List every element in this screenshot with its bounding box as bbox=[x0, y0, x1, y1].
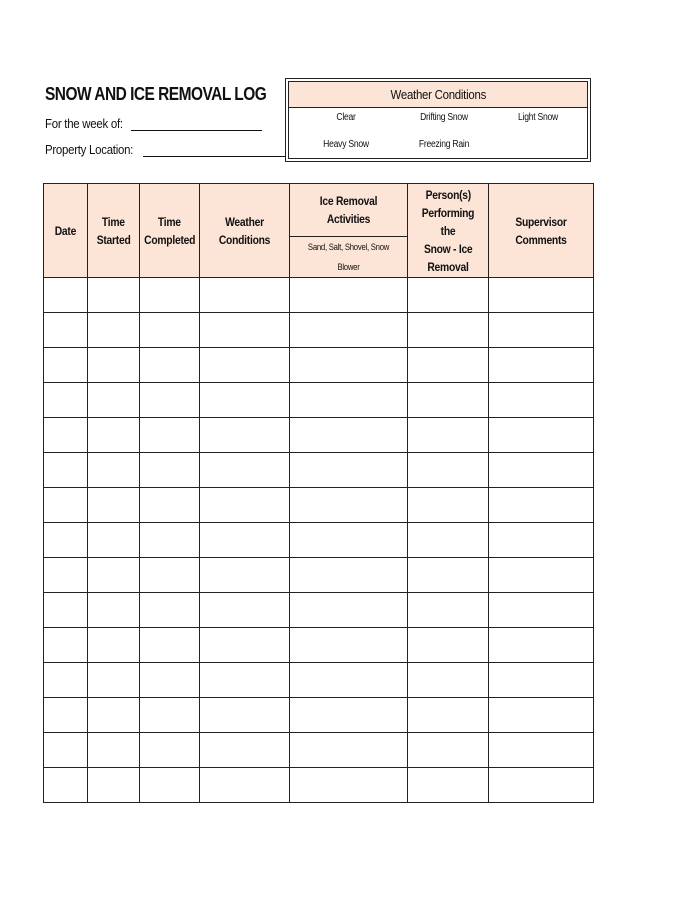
cell-date[interactable] bbox=[44, 383, 88, 418]
cell-date[interactable] bbox=[44, 453, 88, 488]
cell-date[interactable] bbox=[44, 593, 88, 628]
cell-weather-conditions[interactable] bbox=[200, 383, 290, 418]
cell-ice-removal-activities[interactable] bbox=[290, 453, 408, 488]
cell-supervisor-comments[interactable] bbox=[489, 558, 594, 593]
header-date-text: Date bbox=[54, 223, 77, 238]
cell-time-started[interactable] bbox=[88, 523, 140, 558]
cell-ice-removal-activities[interactable] bbox=[290, 418, 408, 453]
cell-ice-removal-activities[interactable] bbox=[290, 523, 408, 558]
cell-persons-performing[interactable] bbox=[408, 558, 489, 593]
cell-weather-conditions[interactable] bbox=[200, 278, 290, 313]
table-row bbox=[44, 313, 594, 348]
cell-persons-performing[interactable] bbox=[408, 768, 489, 803]
header-persons-line3: Snow - Ice bbox=[424, 241, 473, 256]
table-row bbox=[44, 278, 594, 313]
cell-time-started[interactable] bbox=[88, 663, 140, 698]
cell-ice-removal-activities[interactable] bbox=[290, 628, 408, 663]
cell-weather-conditions[interactable] bbox=[200, 733, 290, 768]
table-row bbox=[44, 383, 594, 418]
cell-persons-performing[interactable] bbox=[408, 313, 489, 348]
cell-time-completed[interactable] bbox=[140, 663, 200, 698]
cell-time-started[interactable] bbox=[88, 453, 140, 488]
cell-persons-performing[interactable] bbox=[408, 453, 489, 488]
header-weather-text: Weather Conditions bbox=[219, 214, 271, 247]
cell-time-completed[interactable] bbox=[140, 488, 200, 523]
cell-time-started[interactable] bbox=[88, 278, 140, 313]
week-label: For the week of: bbox=[45, 116, 123, 131]
weather-option-clear: Clear bbox=[336, 112, 356, 123]
cell-supervisor-comments[interactable] bbox=[489, 523, 594, 558]
table-body bbox=[44, 278, 594, 803]
weather-option-heavy-snow: Heavy Snow bbox=[323, 139, 369, 150]
table-row bbox=[44, 453, 594, 488]
cell-persons-performing[interactable] bbox=[408, 733, 489, 768]
cell-supervisor-comments[interactable] bbox=[489, 663, 594, 698]
weather-conditions-title bbox=[289, 82, 587, 108]
cell-ice-removal-activities[interactable] bbox=[290, 768, 408, 803]
cell-date[interactable] bbox=[44, 418, 88, 453]
location-label: Property Location: bbox=[45, 142, 134, 157]
cell-time-started[interactable] bbox=[88, 348, 140, 383]
cell-supervisor-comments[interactable] bbox=[489, 628, 594, 663]
cell-time-started[interactable] bbox=[88, 558, 140, 593]
cell-supervisor-comments[interactable] bbox=[489, 313, 594, 348]
table-row bbox=[44, 768, 594, 803]
header-time-completed bbox=[140, 184, 200, 278]
table-row bbox=[44, 698, 594, 733]
cell-supervisor-comments[interactable] bbox=[489, 418, 594, 453]
header-time-started-line2: Started bbox=[96, 232, 131, 247]
week-field bbox=[45, 116, 262, 131]
table-row bbox=[44, 348, 594, 383]
header-ice-removal-activities bbox=[290, 184, 408, 237]
cell-ice-removal-activities[interactable] bbox=[290, 348, 408, 383]
table-row bbox=[44, 523, 594, 558]
table-row bbox=[44, 593, 594, 628]
cell-ice-removal-activities[interactable] bbox=[290, 733, 408, 768]
cell-time-started[interactable] bbox=[88, 383, 140, 418]
cell-time-started[interactable] bbox=[88, 733, 140, 768]
cell-time-completed[interactable] bbox=[140, 383, 200, 418]
header-persons-performing bbox=[408, 184, 489, 278]
header-time-started bbox=[88, 184, 140, 278]
cell-weather-conditions[interactable] bbox=[200, 453, 290, 488]
header-supervisor-text: Supervisor Comments bbox=[515, 214, 567, 247]
cell-weather-conditions[interactable] bbox=[200, 593, 290, 628]
table-header-row bbox=[44, 184, 594, 237]
cell-ice-removal-activities[interactable] bbox=[290, 488, 408, 523]
cell-persons-performing[interactable] bbox=[408, 698, 489, 733]
cell-date[interactable] bbox=[44, 558, 88, 593]
cell-time-completed[interactable] bbox=[140, 768, 200, 803]
location-field bbox=[45, 142, 286, 157]
weather-conditions-title-text: Weather Conditions bbox=[390, 87, 486, 102]
cell-time-completed[interactable] bbox=[140, 733, 200, 768]
weather-option-drifting-snow: Drifting Snow bbox=[420, 112, 468, 123]
cell-weather-conditions[interactable] bbox=[200, 628, 290, 663]
header-time-completed-line2: Completed bbox=[144, 232, 196, 247]
cell-persons-performing[interactable] bbox=[408, 523, 489, 558]
table-row bbox=[44, 418, 594, 453]
cell-ice-removal-activities[interactable] bbox=[290, 698, 408, 733]
cell-supervisor-comments[interactable] bbox=[489, 698, 594, 733]
header-ice-text: Ice Removal Activities bbox=[320, 194, 378, 226]
cell-time-started[interactable] bbox=[88, 593, 140, 628]
cell-date[interactable] bbox=[44, 663, 88, 698]
cell-time-started[interactable] bbox=[88, 313, 140, 348]
header-persons-line2: Performing the bbox=[422, 205, 475, 238]
cell-ice-removal-activities[interactable] bbox=[290, 593, 408, 628]
weather-option-freezing-rain: Freezing Rain bbox=[418, 139, 470, 150]
cell-weather-conditions[interactable] bbox=[200, 523, 290, 558]
week-input-line[interactable] bbox=[131, 118, 262, 131]
cell-time-completed[interactable] bbox=[140, 453, 200, 488]
cell-weather-conditions[interactable] bbox=[200, 488, 290, 523]
header-ice-removal-methods bbox=[290, 237, 408, 278]
cell-date[interactable] bbox=[44, 698, 88, 733]
cell-ice-removal-activities[interactable] bbox=[290, 383, 408, 418]
cell-persons-performing[interactable] bbox=[408, 488, 489, 523]
cell-supervisor-comments[interactable] bbox=[489, 593, 594, 628]
cell-supervisor-comments[interactable] bbox=[489, 768, 594, 803]
cell-time-completed[interactable] bbox=[140, 628, 200, 663]
cell-time-started[interactable] bbox=[88, 768, 140, 803]
cell-supervisor-comments[interactable] bbox=[489, 348, 594, 383]
cell-date[interactable] bbox=[44, 488, 88, 523]
cell-ice-removal-activities[interactable] bbox=[290, 313, 408, 348]
removal-log-table bbox=[43, 183, 594, 803]
table-row bbox=[44, 663, 594, 698]
cell-time-started[interactable] bbox=[88, 698, 140, 733]
cell-time-completed[interactable] bbox=[140, 593, 200, 628]
cell-supervisor-comments[interactable] bbox=[489, 488, 594, 523]
cell-persons-performing[interactable] bbox=[408, 383, 489, 418]
cell-time-started[interactable] bbox=[88, 628, 140, 663]
cell-date[interactable] bbox=[44, 348, 88, 383]
cell-weather-conditions[interactable] bbox=[200, 768, 290, 803]
cell-supervisor-comments[interactable] bbox=[489, 733, 594, 768]
cell-persons-performing[interactable] bbox=[408, 663, 489, 698]
cell-date[interactable] bbox=[44, 278, 88, 313]
cell-supervisor-comments[interactable] bbox=[489, 278, 594, 313]
cell-weather-conditions[interactable] bbox=[200, 348, 290, 383]
header-time-completed-line1: Time bbox=[158, 214, 182, 229]
header-date bbox=[44, 184, 88, 278]
location-input-line[interactable] bbox=[143, 144, 286, 157]
cell-persons-performing[interactable] bbox=[408, 348, 489, 383]
cell-ice-removal-activities[interactable] bbox=[290, 558, 408, 593]
header-time-started-line1: Time bbox=[102, 214, 125, 229]
header-persons-line1: Person(s) bbox=[425, 187, 471, 202]
cell-time-completed[interactable] bbox=[140, 698, 200, 733]
cell-ice-removal-activities[interactable] bbox=[290, 663, 408, 698]
cell-time-started[interactable] bbox=[88, 488, 140, 523]
cell-persons-performing[interactable] bbox=[408, 418, 489, 453]
weather-conditions-box bbox=[285, 78, 591, 162]
table-row bbox=[44, 628, 594, 663]
cell-time-completed[interactable] bbox=[140, 278, 200, 313]
cell-date[interactable] bbox=[44, 733, 88, 768]
cell-date[interactable] bbox=[44, 523, 88, 558]
header-weather-conditions bbox=[200, 184, 290, 278]
header-supervisor-comments bbox=[489, 184, 594, 278]
cell-date[interactable] bbox=[44, 313, 88, 348]
cell-weather-conditions[interactable] bbox=[200, 698, 290, 733]
cell-persons-performing[interactable] bbox=[408, 278, 489, 313]
cell-time-completed[interactable] bbox=[140, 558, 200, 593]
cell-weather-conditions[interactable] bbox=[200, 418, 290, 453]
cell-weather-conditions[interactable] bbox=[200, 663, 290, 698]
cell-time-completed[interactable] bbox=[140, 418, 200, 453]
cell-persons-performing[interactable] bbox=[408, 593, 489, 628]
cell-ice-removal-activities[interactable] bbox=[290, 278, 408, 313]
cell-weather-conditions[interactable] bbox=[200, 313, 290, 348]
cell-weather-conditions[interactable] bbox=[200, 558, 290, 593]
table-row bbox=[44, 558, 594, 593]
cell-time-completed[interactable] bbox=[140, 523, 200, 558]
header-ice-sub-text: Sand, Salt, Shovel, Snow Blower bbox=[308, 242, 390, 272]
table-row bbox=[44, 488, 594, 523]
cell-date[interactable] bbox=[44, 768, 88, 803]
header-persons-line4: Removal bbox=[427, 259, 469, 274]
table-row bbox=[44, 733, 594, 768]
weather-option-light-snow: Light Snow bbox=[518, 112, 558, 123]
cell-date[interactable] bbox=[44, 628, 88, 663]
cell-time-started[interactable] bbox=[88, 418, 140, 453]
cell-time-completed[interactable] bbox=[140, 313, 200, 348]
cell-supervisor-comments[interactable] bbox=[489, 383, 594, 418]
cell-supervisor-comments[interactable] bbox=[489, 453, 594, 488]
cell-time-completed[interactable] bbox=[140, 348, 200, 383]
cell-persons-performing[interactable] bbox=[408, 628, 489, 663]
weather-conditions-inner bbox=[288, 81, 588, 159]
page-title: SNOW AND ICE REMOVAL LOG bbox=[45, 84, 267, 104]
